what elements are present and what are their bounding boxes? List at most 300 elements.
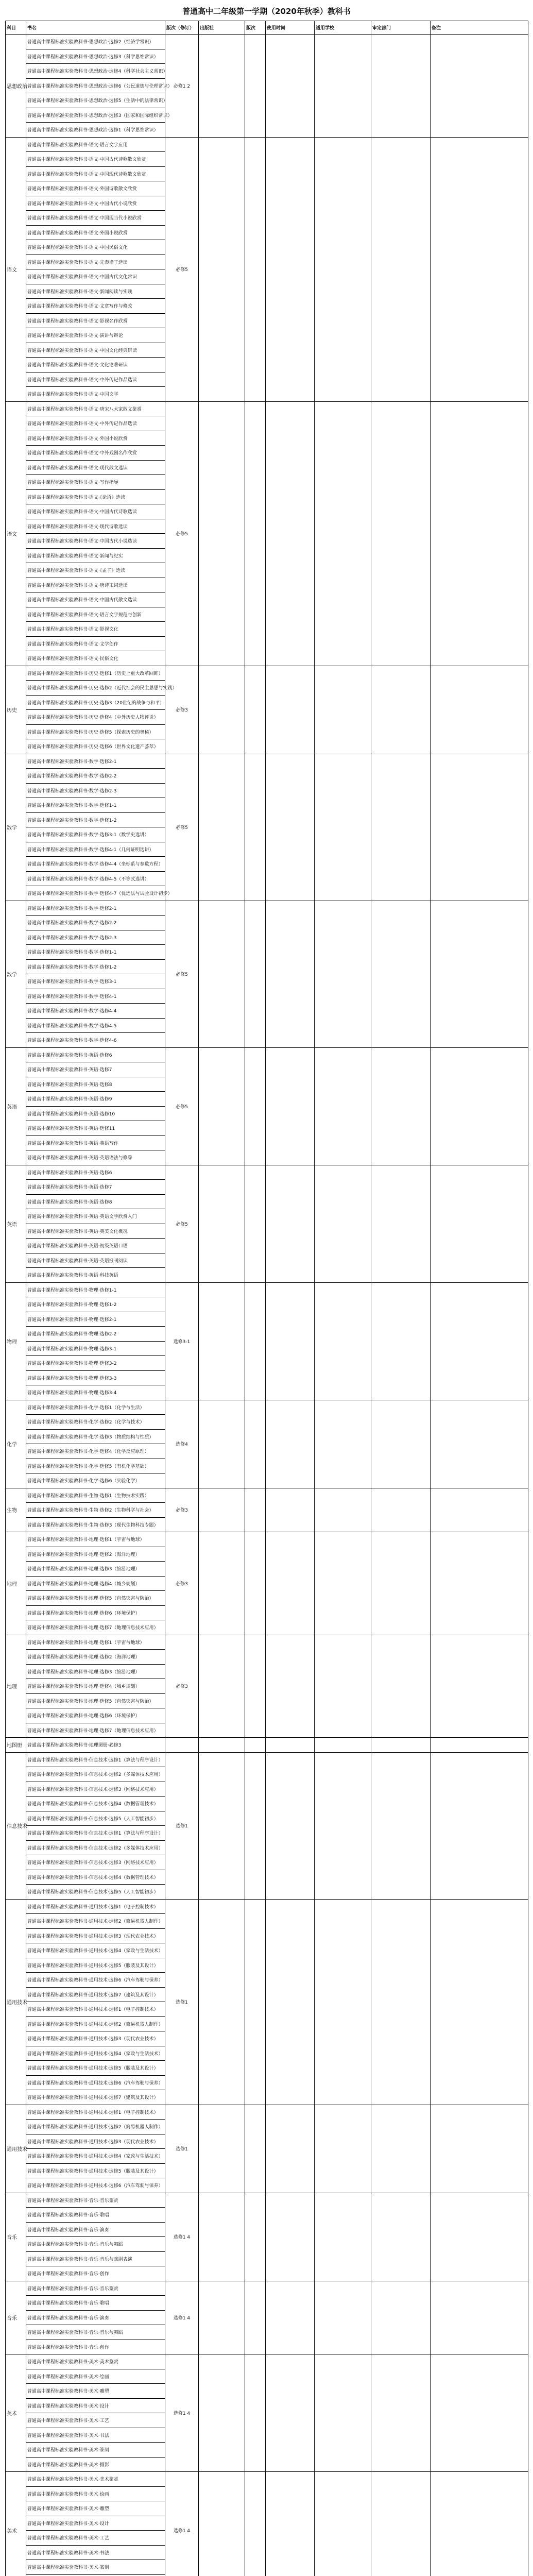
book-name-cell xyxy=(26,1899,165,1914)
book-name: ·通用技术·选修6（汽车驾驶与保养） xyxy=(88,2080,163,2086)
book-name-prefix: 普通高中课程标准实验教科书 xyxy=(27,774,88,779)
publisher-cell xyxy=(199,1738,245,1753)
book-name: ·语文·新闻与纪实 xyxy=(88,553,123,559)
book-name-prefix: 普通高中课程标准实验教科书 xyxy=(27,1669,88,1675)
book-name-cell xyxy=(26,2281,165,2296)
book-name-prefix: 普通高中课程标准实验教科书 xyxy=(27,1229,88,1234)
print-cell xyxy=(245,1635,266,1738)
print-cell xyxy=(245,1047,266,1165)
book-name-cell xyxy=(26,1532,165,1547)
col-schools: 适用学校 xyxy=(315,21,371,35)
approval-cell xyxy=(371,1047,431,1165)
book-name: ·语文·外国诗歌散文欣赏 xyxy=(88,187,137,192)
remarks-cell xyxy=(431,2281,528,2354)
book-name: ·物理·选修3-3 xyxy=(88,1376,117,1381)
book-name-cell xyxy=(26,2002,165,2017)
book-name-prefix: 普通高中课程标准实验教科书 xyxy=(27,671,88,676)
book-name-cell xyxy=(26,1576,165,1591)
approval-cell xyxy=(371,137,431,401)
edition-cell: 必修5 xyxy=(165,1047,199,1165)
table-row xyxy=(6,2472,528,2487)
book-name-cell xyxy=(26,269,165,284)
book-name-prefix: 普通高中课程标准实验教科书 xyxy=(27,98,88,104)
book-name: ·思想政治·选修1（科学思维常识） xyxy=(88,128,159,133)
subject-cell: 语文 xyxy=(6,401,26,666)
table-row xyxy=(6,666,528,681)
col-approval: 审定部门 xyxy=(371,21,431,35)
book-name-prefix: 普通高中课程标准实验教科书 xyxy=(27,2213,88,2218)
book-name-prefix: 普通高中课程标准实验教科书 xyxy=(27,847,88,853)
schools-cell xyxy=(315,1047,371,1165)
approval-cell xyxy=(371,1899,431,2105)
book-name-prefix: 普通高中课程标准实验教科书 xyxy=(27,979,88,985)
book-name: ·地理·选修4（城乡规划） xyxy=(88,1684,140,1690)
remarks-cell xyxy=(431,2193,528,2281)
book-name-prefix: 普通高中课程标准实验教科书 xyxy=(27,187,88,192)
table-row xyxy=(6,2193,528,2208)
book-name-prefix: 普通高中课程标准实验教科书 xyxy=(27,2550,88,2556)
book-name-cell xyxy=(26,49,165,64)
textbook-table xyxy=(5,21,528,2576)
book-name-cell xyxy=(26,695,165,710)
edition-cell: 选修1 xyxy=(165,2105,199,2193)
book-name-cell xyxy=(26,1150,165,1165)
book-name: ·通用技术·选修1（电子控制技术） xyxy=(88,2110,159,2115)
book-name-cell xyxy=(26,35,165,49)
book-name: ·通用技术·选修7（建筑及其设计） xyxy=(88,1992,159,1998)
table-row xyxy=(6,2105,528,2120)
book-name: ·思想政治·选修5（生活中的法律常识） xyxy=(88,98,168,104)
book-name: ·语文·语言文字应用 xyxy=(88,142,128,148)
remarks-cell xyxy=(431,35,528,138)
book-name-cell xyxy=(26,2163,165,2178)
book-name-prefix: 普通高中课程标准实验教科书 xyxy=(27,2462,88,2468)
book-name-prefix: 普通高中课程标准实验教科书 xyxy=(27,1978,88,1984)
book-name-cell xyxy=(26,1914,165,1929)
book-name-prefix: 普通高中课程标准实验教科书 xyxy=(27,1743,88,1749)
book-name-prefix: 普通高中课程标准实验教科书 xyxy=(27,1170,88,1176)
schools-cell xyxy=(315,754,371,901)
edition-cell: 选修4 xyxy=(165,1400,199,1488)
publisher-cell xyxy=(199,35,245,138)
book-name-cell xyxy=(26,1239,165,1253)
book-name: ·地理·选修2（海洋地理） xyxy=(88,1655,140,1660)
book-name-cell xyxy=(26,2046,165,2061)
book-name-cell xyxy=(26,255,165,269)
book-name-prefix: 普通高中课程标准实验教科书 xyxy=(27,2536,88,2541)
book-name: ·历史·选修5（探索历史的奥秘） xyxy=(88,730,154,735)
approval-cell xyxy=(371,1488,431,1532)
book-name-cell xyxy=(26,636,165,651)
publisher-cell xyxy=(199,1400,245,1488)
book-name-prefix: 普通高中课程标准实验教科书 xyxy=(27,891,88,897)
book-name-prefix: 普通高中课程标准实验教科书 xyxy=(27,583,88,588)
book-name-prefix: 普通高中课程标准实验教科书 xyxy=(27,833,88,838)
remarks-cell xyxy=(431,666,528,754)
book-name: ·数学·选修2-2 xyxy=(88,774,117,779)
book-name: ·数学·选修3-1 xyxy=(88,979,117,985)
book-name: ·语文·演讲与辩论 xyxy=(88,333,123,339)
table-row xyxy=(6,1400,528,1415)
book-name: ·英语·选修8 xyxy=(88,1082,112,1088)
subject-cell: 英语 xyxy=(6,1165,26,1282)
book-name-prefix: 普通高中课程标准实验教科书 xyxy=(27,553,88,559)
book-name-prefix: 普通高中课程标准实验教科书 xyxy=(27,2168,88,2174)
book-name-prefix: 普通高中课程标准实验教科书 xyxy=(27,1684,88,1690)
book-name-prefix: 普通高中课程标准实验教科书 xyxy=(27,1802,88,1807)
book-name: ·美术·雕塑 xyxy=(88,2506,109,2512)
book-name: ·化学·选修4（化学反应原理） xyxy=(88,1449,149,1455)
subject-cell: 通用技术 xyxy=(6,2105,26,2193)
book-name-prefix: 普通高中课程标准实验教科书 xyxy=(27,1156,88,1161)
remarks-cell xyxy=(431,754,528,901)
table-row xyxy=(6,2281,528,2296)
book-name: ·英语·选修10 xyxy=(88,1111,115,1117)
book-name: ·信息技术·选修5（人工智能初步） xyxy=(88,1890,159,1895)
book-name-prefix: 普通高中课程标准实验教科书 xyxy=(27,1391,88,1396)
book-name-cell xyxy=(26,1547,165,1562)
book-name: ·语文·现代诗歌选读 xyxy=(88,524,128,530)
book-name-cell xyxy=(26,1591,165,1606)
book-name-prefix: 普通高中课程标准实验教科书 xyxy=(27,2154,88,2160)
book-name: ·音乐·歌唱 xyxy=(88,2213,109,2218)
book-name: ·地理·选修6（环境保护） xyxy=(88,1611,140,1616)
book-name-prefix: 普通高中课程标准实验教科书 xyxy=(27,1567,88,1572)
book-name: ·美术·绘画 xyxy=(88,2374,109,2380)
book-name-cell xyxy=(26,2443,165,2458)
table-row xyxy=(6,35,528,49)
book-name-cell xyxy=(26,2237,165,2252)
book-name-cell xyxy=(26,460,165,475)
book-name-prefix: 普通高中课程标准实验教科书 xyxy=(27,377,88,383)
book-name-prefix: 普通高中课程标准实验教科书 xyxy=(27,2080,88,2086)
book-name: ·数学·选修4-7（优选法与试验设计初步） xyxy=(88,891,173,897)
approval-cell xyxy=(371,2472,431,2576)
term-cell xyxy=(266,1532,315,1635)
edition-cell: 选修3-1 xyxy=(165,1282,199,1400)
approval-cell xyxy=(371,2193,431,2281)
book-name-prefix: 普通高中课程标准实验教科书 xyxy=(27,363,88,368)
book-name-cell xyxy=(26,1400,165,1415)
book-name: ·美术·书法 xyxy=(88,2433,109,2438)
book-name-cell xyxy=(26,1077,165,1092)
schools-cell xyxy=(315,2472,371,2576)
book-name-prefix: 普通高中课程标准实验教科书 xyxy=(27,1009,88,1014)
book-name-prefix: 普通高中课程标准实验教科书 xyxy=(27,142,88,148)
book-name: ·通用技术·选修4（家政与生活技术） xyxy=(88,1948,163,1954)
book-name: ·美术·美术鉴赏 xyxy=(88,2360,118,2365)
book-name-cell xyxy=(26,108,173,123)
book-name-cell xyxy=(26,1092,165,1107)
book-name-cell xyxy=(26,1136,165,1150)
book-name: ·英语·选修11 xyxy=(88,1126,115,1132)
table-row xyxy=(6,1282,528,1297)
book-name-prefix: 普通高中课程标准实验教科书 xyxy=(27,656,88,662)
book-name-prefix: 普通高中课程标准实验教科书 xyxy=(27,216,88,222)
book-name-prefix: 普通高中课程标准实验教科书 xyxy=(27,1361,88,1367)
book-name: ·美术·工艺 xyxy=(88,2536,109,2541)
book-name-cell xyxy=(26,313,165,328)
book-name-prefix: 普通高中课程标准实验教科书 xyxy=(27,260,88,265)
book-name-prefix: 普通高中课程标准实验教科书 xyxy=(27,289,88,295)
book-name: ·语文·中国古代诗歌散文欣赏 xyxy=(88,157,146,163)
book-name: ·数学·选修2-3 xyxy=(88,935,117,941)
book-name-cell xyxy=(26,240,165,255)
book-name: ·地理·选修4（城乡规划） xyxy=(88,1581,140,1587)
subject-cell: 地理 xyxy=(6,1635,26,1738)
book-name-prefix: 普通高中课程标准实验教科书 xyxy=(27,2477,88,2483)
book-name-prefix: 普通高中课程标准实验教科书 xyxy=(27,113,88,118)
book-name-prefix: 普通高中课程标准实验教科书 xyxy=(27,2007,88,2013)
book-name: ·语文·文章写作与修改 xyxy=(88,304,132,310)
book-name: ·语文·《论语》选读 xyxy=(88,495,126,500)
book-name-cell xyxy=(26,1987,165,2002)
book-name-cell xyxy=(26,1356,165,1371)
book-name-prefix: 普通高中课程标准实验教科书 xyxy=(27,1757,88,1763)
publisher-cell xyxy=(199,666,245,754)
book-name-prefix: 普通高中课程标准实验教科书 xyxy=(27,730,88,735)
book-name: ·数学·选修4-5（不等式选讲） xyxy=(88,876,149,882)
book-name-prefix: 普通高中课程标准实验教科书 xyxy=(27,172,88,177)
book-name: ·语文·中国文化经典研读 xyxy=(88,348,137,353)
book-name-prefix: 普通高中课程标准实验教科书 xyxy=(27,2345,88,2350)
book-name: ·数学·选修1-2 xyxy=(88,964,117,970)
book-name-cell xyxy=(26,2061,165,2076)
subject-cell: 语文 xyxy=(6,137,26,401)
book-name-prefix: 普通高中课程标准实验教科书 xyxy=(27,2374,88,2380)
table-row xyxy=(6,2354,528,2369)
book-name-cell xyxy=(26,475,165,490)
book-name-cell xyxy=(26,2031,165,2046)
book-name-cell xyxy=(26,1165,165,1180)
subject-cell: 思想政治 xyxy=(6,35,26,138)
book-name-prefix: 普通高中课程标准实验教科书 xyxy=(27,54,88,60)
book-name: ·英语·选修9 xyxy=(88,1097,112,1103)
remarks-cell xyxy=(431,1282,528,1400)
book-name: ·美术·雕塑 xyxy=(88,2389,109,2395)
book-name-prefix: 普通高中课程标准实验教科书 xyxy=(27,128,88,133)
book-name-cell xyxy=(26,1224,165,1239)
term-cell xyxy=(266,1635,315,1738)
book-name-prefix: 普通高中课程标准实验教科书 xyxy=(27,2360,88,2365)
print-cell xyxy=(245,2354,266,2472)
book-name-cell xyxy=(26,1767,165,1782)
book-name-cell xyxy=(26,1459,165,1473)
book-name: ·历史·选修3（20世纪的战争与和平） xyxy=(88,700,164,706)
book-name-cell xyxy=(26,563,165,578)
book-name: ·语文·先秦诸子选读 xyxy=(88,260,128,265)
book-name-cell xyxy=(26,1033,165,1048)
book-name: ·音乐·歌唱 xyxy=(88,2301,109,2307)
book-name-cell xyxy=(26,358,165,372)
term-cell xyxy=(266,1488,315,1532)
book-name: ·美术·篆刻 xyxy=(88,2448,109,2453)
subject-cell: 信息技术 xyxy=(6,1752,26,1899)
remarks-cell xyxy=(431,1400,528,1488)
subject-cell: 美术 xyxy=(6,2354,26,2472)
book-name: ·音乐·音乐与舞蹈 xyxy=(88,2242,123,2248)
book-name: ·物理·选修3-4 xyxy=(88,1391,117,1396)
book-name-cell xyxy=(26,798,165,813)
book-name-prefix: 普通高中课程标准实验教科书 xyxy=(27,2095,88,2101)
book-name-prefix: 普通高中课程标准实验教科书 xyxy=(27,818,88,823)
term-cell xyxy=(266,2193,315,2281)
book-name-prefix: 普通高中课程标准实验教科书 xyxy=(27,1699,88,1704)
book-name-cell xyxy=(26,1429,165,1444)
book-name-prefix: 普通高中课程标准实验教科书 xyxy=(27,1420,88,1426)
col-subject: 科目 xyxy=(6,21,26,35)
term-cell xyxy=(266,35,315,138)
book-name-cell xyxy=(26,1018,165,1033)
subject-cell: 数学 xyxy=(6,901,26,1047)
book-name-prefix: 普通高中课程标准实验教科书 xyxy=(27,612,88,618)
book-name-cell xyxy=(26,1840,165,1855)
print-cell xyxy=(245,754,266,901)
book-name-prefix: 普通高中课程标准实验教科书 xyxy=(27,40,88,45)
book-name-prefix: 普通高中课程标准实验教科书 xyxy=(27,1831,88,1837)
book-name-cell xyxy=(26,2457,165,2472)
book-name-prefix: 普通高中课程标准实验教科书 xyxy=(27,1860,88,1866)
book-name-cell xyxy=(26,2413,165,2428)
book-name-prefix: 普通高中课程标准实验教科书 xyxy=(27,2403,88,2409)
book-name: ·思想政治·选修3（科学思维常识） xyxy=(88,54,159,60)
book-name: ·通用技术·选修6（汽车驾驶与保养） xyxy=(88,2183,163,2189)
book-name-prefix: 普通高中课程标准实验教科书 xyxy=(27,539,88,545)
book-name-prefix: 普通高中课程标准实验教科书 xyxy=(27,1934,88,1939)
book-name: ·化学·选修3（物质结构与性质） xyxy=(88,1434,154,1440)
book-name-cell xyxy=(26,299,165,314)
col-remarks: 备注 xyxy=(431,21,528,35)
book-name: ·化学·选修2（化学与技术） xyxy=(88,1420,145,1426)
book-name: ·物理·选修3-1 xyxy=(88,1346,117,1352)
book-name-cell xyxy=(26,1797,165,1811)
book-name: ·信息技术·选修4（数据管理技术） xyxy=(88,1802,159,1807)
book-name-prefix: 普通高中课程标准实验教科书 xyxy=(27,686,88,691)
book-name: ·语文·中外戏剧名作欣赏 xyxy=(88,451,137,456)
remarks-cell xyxy=(431,1047,528,1165)
book-name-cell xyxy=(26,1282,165,1297)
book-name-prefix: 普通高中课程标准实验教科书 xyxy=(27,1464,88,1469)
book-name: ·英语·初级英语口语 xyxy=(88,1244,128,1249)
book-name-prefix: 普通高中课程标准实验教科书 xyxy=(27,333,88,339)
edition-cell: 选修1 xyxy=(165,1752,199,1899)
edition-cell: 选修1 xyxy=(165,1899,199,2105)
book-name-cell xyxy=(26,930,165,945)
book-name-cell xyxy=(26,2428,165,2443)
book-name-cell xyxy=(26,1650,165,1665)
term-cell xyxy=(266,1899,315,2105)
schools-cell xyxy=(315,35,371,138)
remarks-cell xyxy=(431,1635,528,1738)
print-cell xyxy=(245,1752,266,1899)
book-name: ·通用技术·选修1（电子控制技术） xyxy=(88,1904,159,1910)
book-name-cell xyxy=(26,578,165,592)
book-name-cell xyxy=(26,2016,165,2031)
remarks-cell xyxy=(431,1738,528,1753)
book-name: ·英语·选修8 xyxy=(88,1199,112,1205)
publisher-cell xyxy=(199,2281,245,2354)
edition-cell xyxy=(165,1738,199,1753)
book-name-cell xyxy=(26,651,165,666)
book-name-prefix: 普通高中课程标准实验教科书 xyxy=(27,348,88,353)
term-cell xyxy=(266,1400,315,1488)
book-name-cell xyxy=(26,2516,165,2531)
book-name-cell xyxy=(26,842,165,857)
book-name-prefix: 普通高中课程标准实验教科书 xyxy=(27,1904,88,1910)
book-name: ·物理·选修1-1 xyxy=(88,1287,117,1293)
book-name: ·信息技术·选修3（网络技术应用） xyxy=(88,1860,159,1866)
remarks-cell xyxy=(431,2472,528,2576)
book-name-prefix: 普通高中课程标准实验教科书 xyxy=(27,2506,88,2512)
book-name: ·语文·中外传记作品选读 xyxy=(88,377,137,383)
term-cell xyxy=(266,666,315,754)
subject-cell: 生物 xyxy=(6,1488,26,1532)
book-name-prefix: 普通高中课程标准实验教科书 xyxy=(27,2198,88,2204)
book-name: ·历史·选修4（中外历史人物评说） xyxy=(88,715,159,721)
book-name-prefix: 普通高中课程标准实验教科书 xyxy=(27,230,88,236)
book-name: ·信息技术·选修4（数据管理技术） xyxy=(88,1875,159,1880)
book-name-cell xyxy=(26,1943,165,1958)
book-name-cell xyxy=(26,724,165,739)
book-name-prefix: 普通高中课程标准实验教科书 xyxy=(27,1772,88,1778)
book-name: ·英语·选修6 xyxy=(88,1170,112,1176)
book-name-prefix: 普通高中课程标准实验教科书 xyxy=(27,1082,88,1088)
book-name-cell xyxy=(26,1562,165,1577)
edition-cell: 选修1 4 xyxy=(165,2472,199,2576)
publisher-cell xyxy=(199,2354,245,2472)
book-name: ·数学·选修4-4 xyxy=(88,1009,117,1014)
table-row xyxy=(6,1738,528,1753)
book-name-prefix: 普通高中课程标准实验教科书 xyxy=(27,2257,88,2262)
book-name-prefix: 普通高中课程标准实验教科书 xyxy=(27,275,88,280)
book-name: ·音乐·创作 xyxy=(88,2272,109,2277)
book-name-cell xyxy=(26,1385,165,1400)
book-name-prefix: 普通高中课程标准实验教科书 xyxy=(27,1287,88,1293)
book-name: ·数学·选修3-1（数学史选讲） xyxy=(88,833,149,838)
book-name-prefix: 普通高中课程标准实验教科书 xyxy=(27,598,88,603)
book-name: ·语文·外国小说欣赏 xyxy=(88,230,128,236)
book-name: ·美术·摄影 xyxy=(88,2462,109,2468)
table-row xyxy=(6,754,528,769)
book-name-cell xyxy=(26,754,165,769)
book-name-prefix: 普通高中课程标准实验教科书 xyxy=(27,862,88,868)
book-name-cell xyxy=(26,431,165,446)
book-name-cell xyxy=(26,166,165,181)
book-name: ·通用技术·选修3（现代农业技术） xyxy=(88,1934,159,1939)
print-cell xyxy=(245,2281,266,2354)
book-name-cell xyxy=(26,1370,165,1385)
book-name: ·数学·选修2-3 xyxy=(88,788,117,794)
book-name: ·语文·中外传记作品选读 xyxy=(88,421,137,427)
book-name: ·美术·设计 xyxy=(88,2521,109,2527)
book-name-prefix: 普通高中课程标准实验教科书 xyxy=(27,1053,88,1058)
book-name-cell xyxy=(26,666,165,681)
book-name-cell xyxy=(26,2560,165,2575)
book-name: ·语文·影视名作欣赏 xyxy=(88,318,128,324)
edition-cell: 必修5 xyxy=(165,137,199,401)
term-cell xyxy=(266,901,315,1047)
book-name-cell xyxy=(26,152,165,167)
publisher-cell xyxy=(199,1488,245,1532)
edition-cell: 必修3 xyxy=(165,666,199,754)
subject-cell: 化学 xyxy=(6,1400,26,1488)
print-cell xyxy=(245,401,266,666)
print-cell xyxy=(245,901,266,1047)
book-name: ·通用技术·选修4（家政与生活技术） xyxy=(88,2051,163,2057)
book-name-cell xyxy=(26,1928,165,1943)
book-name: ·地理·选修2（海洋地理） xyxy=(88,1552,140,1557)
book-name-prefix: 普通高中课程标准实验教科书 xyxy=(27,2227,88,2233)
